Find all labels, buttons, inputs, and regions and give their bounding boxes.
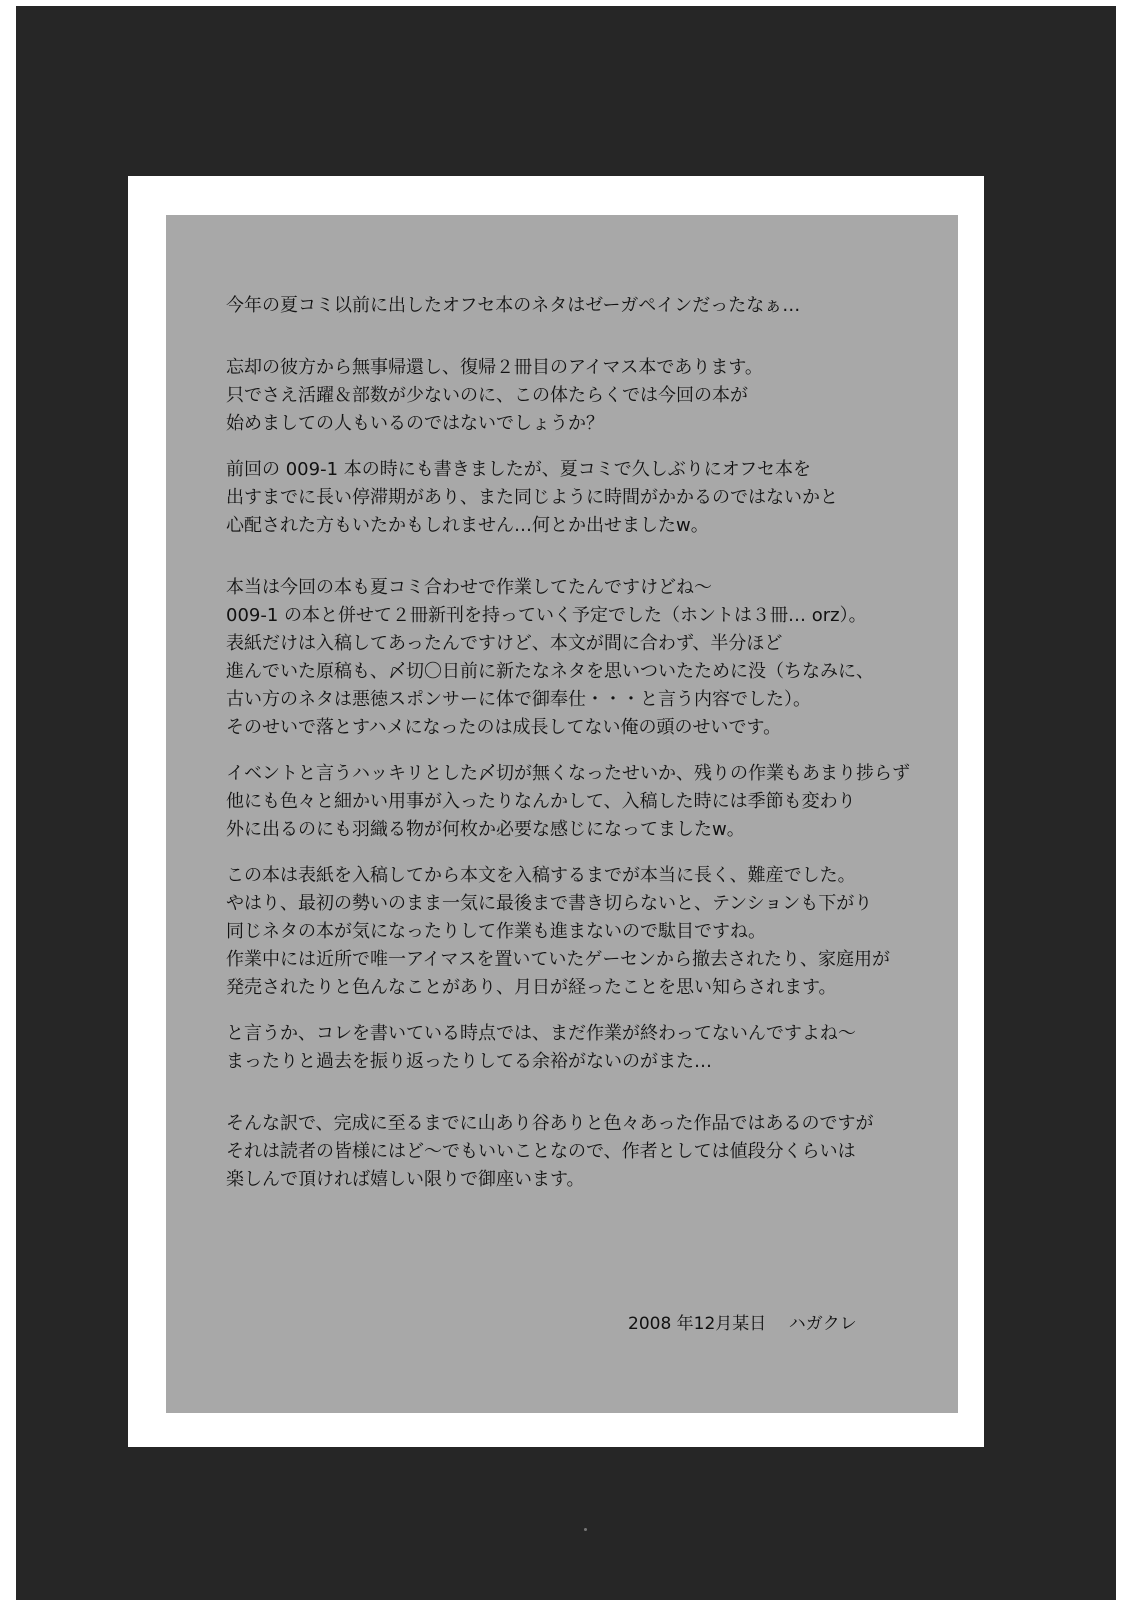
text-line: 作業中には近所で唯一アイマスを置いていたゲーセンから撤去されたり、家庭用が [226, 949, 891, 970]
text-line: 忘却の彼方から無事帰還し、復帰２冊目のアイマス本であります。 [226, 357, 763, 378]
text-line: 進んでいた原稿も、〆切〇日前に新たなネタを思いついたために没（ちなみに、 [226, 661, 874, 682]
paragraph-8 [226, 1110, 946, 1194]
text-line: やはり、最初の勢いのまま一気に最後まで書き切らないと、テンションも下がり [226, 893, 873, 914]
text-line: 外に出るのにも羽織る物が何枚か必要な感じになってましたw。 [226, 819, 745, 840]
text-line: 表紙だけは入稿してあったんですけど、本文が間に合わず、半分ほど [226, 633, 783, 654]
text-line: 他にも色々と細かい用事が入ったりなんかして、入稿した時には季節も変わり [226, 791, 856, 812]
text-line: 只でさえ活躍＆部数が少ないのに、この体たらくでは今回の本が [226, 385, 748, 406]
signature-date-author: 2008 年12月某日 ハガクレ [628, 1314, 857, 1334]
text-line: それは読者の皆様にはど～でもいいことなので、作者としては値段分くらいは [226, 1141, 856, 1162]
text-line: 発売されたりと色んなことがあり、月日が経ったことを思い知らされます。 [226, 977, 837, 998]
paragraph-4 [226, 574, 946, 742]
afterword-text [226, 292, 946, 1194]
text-line: 始めましての人もいるのではないでしょうか？ [226, 413, 604, 434]
text-line: 本当は今回の本も夏コミ合わせで作業してたんですけどね～ [226, 577, 712, 598]
text-line: 009-1 の本と併せて２冊新刊を持っていく予定でした（ホントは３冊… orz）。 [226, 605, 867, 626]
paragraph-5 [226, 760, 946, 844]
text-line: 前回の 009-1 本の時にも書きましたが、夏コミで久しぶりにオフセ本を [226, 459, 812, 480]
text-line: 楽しんで頂ければ嬉しい限りで御座います。 [226, 1169, 585, 1190]
paragraph-3 [226, 456, 946, 540]
text-line: 心配された方もいたかもしれません…何とか出せましたw。 [226, 515, 709, 536]
paragraph-6 [226, 862, 946, 1002]
text-line: 同じネタの本が気になったりして作業も進まないので駄目ですね。 [226, 921, 766, 942]
text-line: まったりと過去を振り返ったりしてる余裕がないのがまた… [226, 1051, 712, 1072]
text-line: 今年の夏コミ以前に出したオフセ本のネタはゼーガペインだったなぁ… [226, 295, 801, 316]
text-line: イベントと言うハッキリとした〆切が無くなったせいか、残りの作業もあまり捗らず [226, 763, 910, 784]
scan-speck [584, 1528, 587, 1531]
paragraph-7 [226, 1020, 946, 1076]
text-line: そのせいで落とすハメになったのは成長してない俺の頭のせいです。 [226, 717, 782, 738]
afterword-panel [166, 215, 958, 1413]
text-line: この本は表紙を入稿してから本文を入稿するまでが本当に長く、難産でした。 [226, 865, 856, 886]
text-line: 出すまでに長い停滞期があり、また同じように時間がかかるのではないかと [226, 487, 838, 508]
text-line: と言うか、コレを書いている時点では、まだ作業が終わってないんですよね～ [226, 1023, 856, 1044]
text-line: そんな訳で、完成に至るまでに山あり谷ありと色々あった作品ではあるのですが [226, 1113, 874, 1134]
paragraph-1 [226, 292, 946, 320]
text-line: 古い方のネタは悪徳スポンサーに体で御奉仕・・・と言う内容でした）。 [226, 689, 811, 710]
paragraph-2 [226, 354, 946, 438]
